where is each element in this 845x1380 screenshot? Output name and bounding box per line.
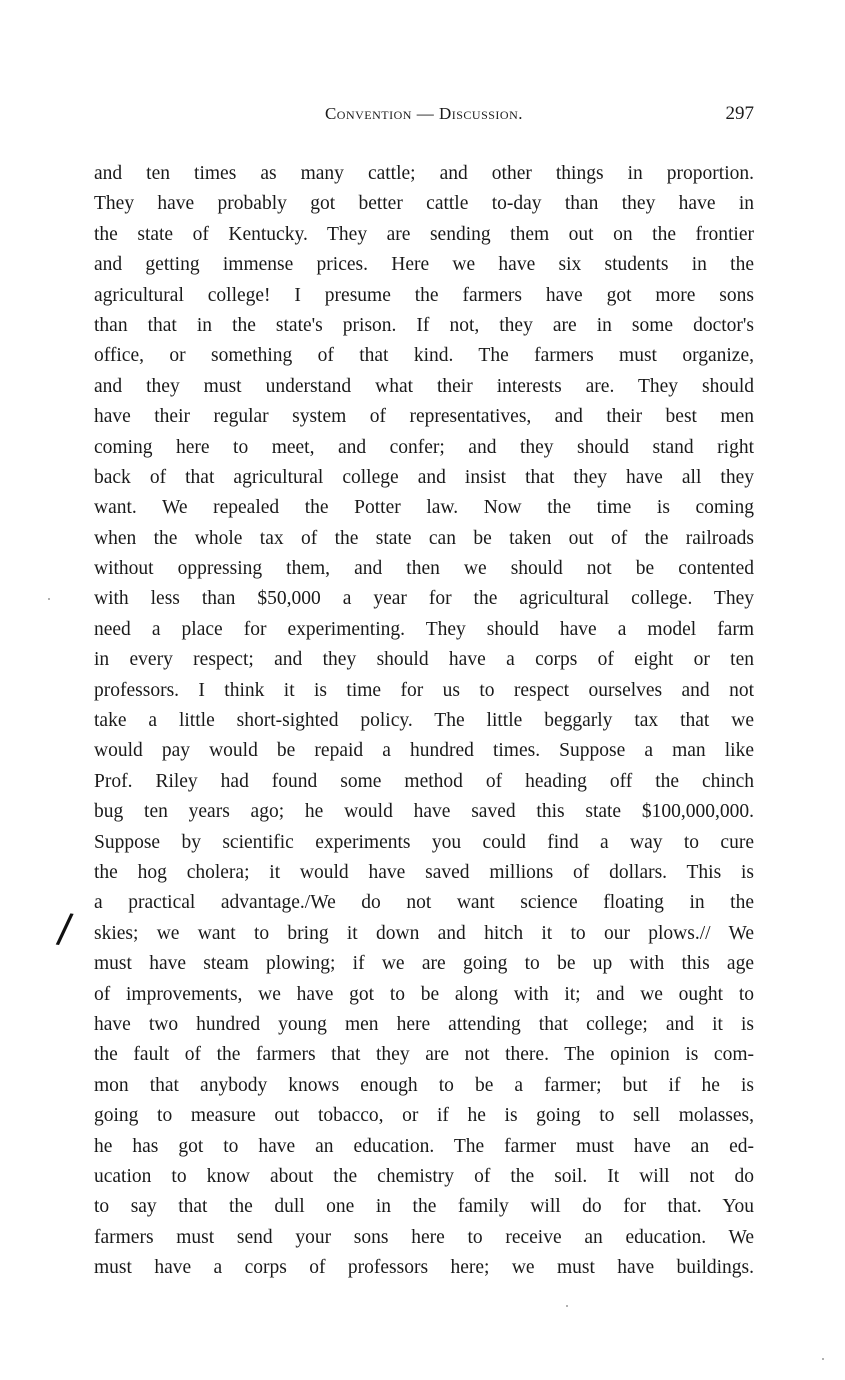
text-line: and ten times as many cattle; and other things in proportion. — [94, 163, 754, 184]
text-line: coming here to meet, and confer; and they should stand right — [94, 436, 754, 458]
text-line: back of that agricultural college and insist that they have all they — [94, 466, 754, 488]
text-line: the fault of the farmers that they are not there. The opinion is com- — [94, 1044, 754, 1066]
text-line: have two hundred young men here attending that college; and it is — [94, 1013, 754, 1035]
text-line: bug ten years ago; he would have saved this state $100,000,000. — [94, 801, 754, 823]
text-line: Prof. Riley had found some method of heading off the chinch — [94, 770, 754, 792]
paper-speck — [566, 1305, 568, 1307]
text-line: the hog cholera; it would have saved millions of dollars. This is — [94, 861, 754, 883]
running-head — [94, 104, 754, 130]
text-line: need a place for experimenting. They should have a model farm — [94, 618, 754, 640]
running-title: Convention — Discussion. — [324, 104, 524, 123]
text-line: of improvements, we have got to be along with it; and we ought to — [94, 983, 754, 1005]
page-number: 297 — [725, 103, 754, 124]
text-line: have their regular system of representatives, and their best men — [94, 406, 754, 428]
text-line: professors. I think it is time for us to respect ourselves and not — [94, 679, 754, 701]
text-line: skies; we want to bring it down and hitch it to our plows.// We — [94, 922, 754, 944]
paper-speck — [48, 598, 50, 600]
text-line: without oppressing them, and then we should not be contented — [94, 558, 754, 580]
text-line: the state of Kentucky. They are sending them out on the frontier — [94, 223, 754, 245]
text-line: and getting immense prices. Here we have six students in the — [94, 254, 754, 276]
text-line: ucation to know about the chemistry of the soil. It will not do — [94, 1165, 754, 1187]
text-line: would pay would be repaid a hundred times. Suppose a man like — [94, 740, 754, 762]
text-line: going to measure out tobacco, or if he is going to sell molasses, — [94, 1105, 754, 1127]
text-line: must have a corps of professors here; we must have buildings. — [94, 1257, 754, 1279]
text-line: to say that the dull one in the family will do for that. You — [94, 1196, 754, 1218]
text-line: Suppose by scientific experiments you could find a way to cure — [94, 831, 754, 853]
text-line: a practical advantage./We do not want science floating in the — [94, 892, 754, 914]
text-line: want. We repealed the Potter law. Now the time is coming — [94, 497, 754, 519]
text-line: office, or something of that kind. The farmers must organize, — [94, 345, 754, 367]
text-line: must have steam plowing; if we are going to be up with this age — [94, 953, 754, 975]
text-line: with less than $50,000 a year for the agricultural college. They — [94, 588, 754, 610]
text-line: he has got to have an education. The farmer must have an ed- — [94, 1135, 754, 1157]
paper-speck — [822, 1358, 824, 1360]
text-line: and they must understand what their interests are. They should — [94, 375, 754, 397]
text-line: than that in the state's prison. If not, they are in some doctor's — [94, 314, 754, 336]
text-line: when the whole tax of the state can be taken out of the railroads — [94, 527, 754, 549]
text-line: agricultural college! I presume the farmers have got more sons — [94, 284, 754, 306]
text-line: in every respect; and they should have a corps of eight or ten — [94, 649, 754, 671]
text-line: They have probably got better cattle to-day than they have in — [94, 193, 754, 215]
margin-slash-mark: / — [54, 905, 75, 953]
text-line: farmers must send your sons here to receive an education. We — [94, 1226, 754, 1248]
text-line: take a little short-sighted policy. The little beggarly tax that we — [94, 710, 754, 732]
body-text — [94, 159, 754, 1283]
text-line: mon that anybody knows enough to be a farmer; but if he is — [94, 1074, 754, 1096]
